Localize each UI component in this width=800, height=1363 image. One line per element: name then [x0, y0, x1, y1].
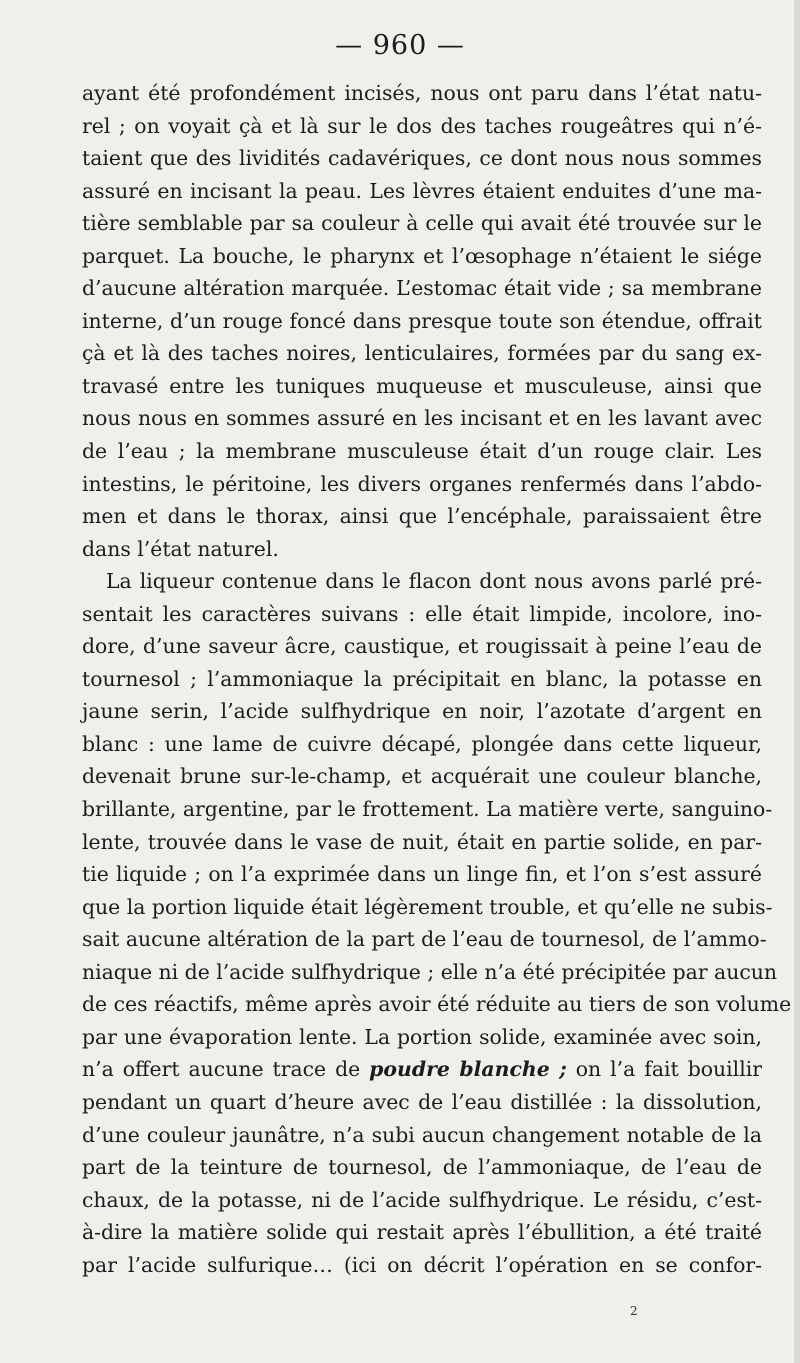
text-line: parquet. La bouche, le pharynx et l’œsophage n’étaient le siége — [82, 243, 762, 268]
text-line: chaux, de la potasse, ni de l’acide sulfhydrique. Le résidu, c’est- — [82, 1187, 762, 1212]
text-line: que la portion liquide était légèrement trouble, et qu’elle ne subis- — [82, 894, 773, 919]
text-line: intestins, le péritoine, les divers organes renfermés dans l’abdo- — [82, 471, 762, 496]
text-line: à-dire la matière solide qui restait après l’ébullition, a été traité — [82, 1220, 762, 1245]
text-line: devenait brune sur-le-champ, et acquérait une couleur blanche, — [82, 764, 762, 789]
text-line: lente, trouvée dans le vase de nuit, était en partie solide, en par- — [82, 829, 762, 854]
text-line: assuré en incisant la peau. Les lèvres étaient enduites d’une ma- — [82, 178, 762, 203]
text-line: pendant un quart d’heure avec de l’eau distillée : la dissolution, — [82, 1089, 762, 1114]
text-line: çà et là des taches noires, lenticulaires, formées par du sang ex- — [82, 341, 762, 366]
text-line: dore, d’une saveur âcre, caustique, et rougissait à peine l’eau de — [82, 634, 762, 659]
text-line: d’aucune altération marquée. L’estomac était vide ; sa membrane — [82, 276, 762, 301]
text-line: d’une couleur jaunâtre, n’a subi aucun changement notable de la — [82, 1122, 762, 1147]
text-line: niaque ni de l’acide sulfhydrique ; elle n’a été précipitée par aucun — [82, 959, 778, 984]
text-line-with-italic — [82, 1053, 762, 1086]
text-line: men et dans le thorax, ainsi que l’encéphale, paraissaient être — [82, 504, 762, 529]
text-line: ayant été profondément incisés, nous ont paru dans l’état natu- — [82, 81, 762, 105]
text-line: jaune serin, l’acide sulfhydrique en noir, l’azotate d’argent en — [82, 699, 762, 724]
text-line: tie liquide ; on l’a exprimée dans un linge fin, et l’on s’est assuré — [82, 862, 762, 887]
text-segment: n’a offert aucune trace de — [82, 1057, 370, 1082]
text-segment: on l’a fait bouillir — [566, 1057, 762, 1082]
page-number-header: — 960 — — [335, 30, 465, 61]
text-line: tière semblable par sa couleur à celle qui avait été trouvée sur le — [82, 211, 762, 236]
text-line: sait aucune altération de la part de l’eau de tournesol, de l’ammo- — [82, 927, 767, 952]
text-line: blanc : une lame de cuivre décapé, plongée dans cette liqueur, — [82, 731, 762, 756]
text-line: La liqueur contenue dans le flacon dont nous avons parlé pré- — [106, 569, 762, 594]
text-line: sentait les caractères suivans : elle était limpide, incolore, ino- — [82, 601, 762, 626]
text-line: par une évaporation lente. La portion solide, examinée avec soin, — [82, 1024, 762, 1049]
text-line: de l’eau ; la membrane musculeuse était d’un rouge clair. Les — [82, 439, 762, 464]
text-line: travasé entre les tuniques muqueuse et musculeuse, ainsi que — [82, 373, 762, 398]
text-line: nous nous en sommes assuré en les incisant et en les lavant avec — [82, 406, 762, 431]
text-line: part de la teinture de tournesol, de l’ammoniaque, de l’eau de — [82, 1155, 762, 1180]
text-line: tournesol ; l’ammoniaque la précipitait en blanc, la potasse en — [82, 666, 762, 691]
body-text — [82, 77, 792, 1281]
text-line: de ces réactifs, même après avoir été réduite au tiers de son volume — [82, 992, 792, 1017]
text-line: dans l’état naturel. — [82, 536, 279, 561]
text-line: taient que des lividités cadavériques, ce dont nous nous sommes — [82, 146, 762, 171]
signature-mark: 2 — [630, 1304, 638, 1318]
italic-emphasis: poudre blanche ; — [369, 1057, 567, 1082]
text-line: rel ; on voyait çà et là sur le dos des taches rougeâtres qui n’é- — [82, 113, 762, 138]
text-line: brillante, argentine, par le frottement. La matière verte, sanguino- — [82, 797, 773, 822]
text-line: par l’acide sulfurique… (ici on décrit l’opération en se confor- — [82, 1252, 762, 1277]
text-line: interne, d’un rouge foncé dans presque toute son étendue, offrait — [82, 308, 762, 333]
